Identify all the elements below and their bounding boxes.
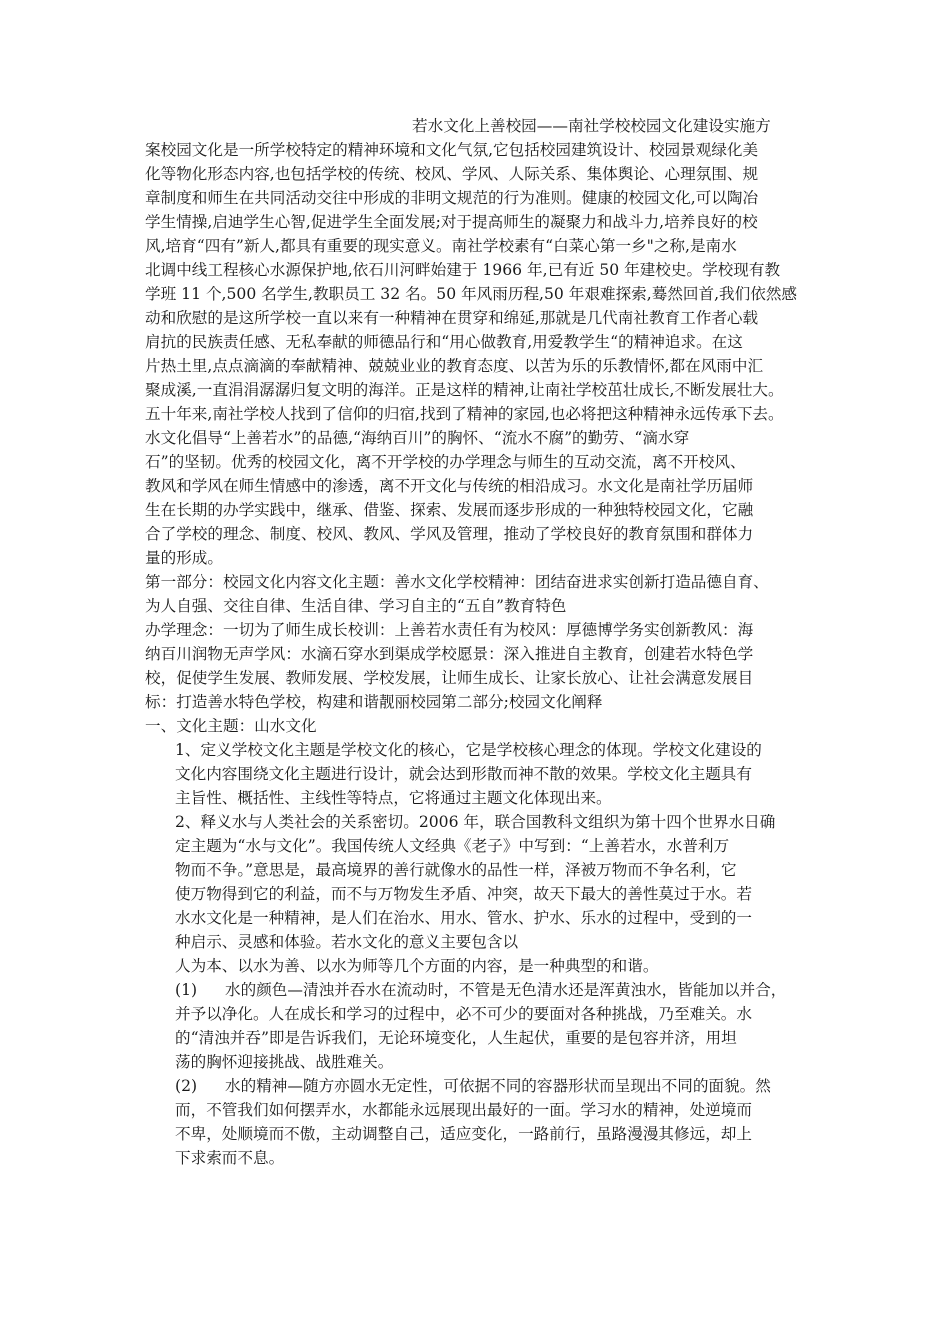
text-line: 为人自强、交往自律、生活自律、学习自主的“五自”教育特色 xyxy=(145,597,567,615)
text-line: 学生情操,启迪学生心智,促进学生全面发展;对于提高师生的凝聚力和战斗力,培养良好的校 xyxy=(145,213,758,231)
text-line: 主旨性、概括性、主线性等特点，它将通过主题文化体现出来。 xyxy=(175,789,612,807)
text-line: 动和欣慰的是这所学校一直以来有一种精神在贯穿和绵延,那就是几代南社教育工作者心载 xyxy=(145,309,759,327)
text-line: 校，促使学生发展、教师发展、学校发展，让师生成长、让家长放心、让社会满意发展目 xyxy=(145,669,754,687)
text-line: 文化内容围绕文化主题进行设计，就会达到形散而神不散的效果。学校文化主题具有 xyxy=(175,765,752,783)
text-line xyxy=(175,978,786,1002)
text-line: 第一部分：校园文化内容文化主题：善水文化学校精神：团结奋进求实创新打造品德自育、 xyxy=(145,573,769,591)
text-line: 北调中线工程核心水源保护地,依石川河畔始建于 1966 年,已有近 50 年建校史。学校现有教 xyxy=(145,261,781,279)
text-line: 并予以净化。人在成长和学习的过程中，必不可少的要面对各种挑战，乃至难关。水 xyxy=(175,1005,752,1023)
text-line: 量的形成。 xyxy=(145,549,223,567)
text-line: 教风和学风在师生情感中的渗透，离不开文化与传统的相沿成习。水文化是南社学历届师 xyxy=(145,477,754,495)
text-line xyxy=(175,1074,771,1098)
text-line: 使万物得到它的利益，而不与万物发生矛盾、冲突，故天下最大的善性莫过于水。若 xyxy=(175,885,752,903)
text-line: 学班 11 个,500 名学生,教职员工 32 名。50 年风雨历程,50 年艰难探索,蓦然回首,我们依然感 xyxy=(145,285,798,303)
text-line: 定主题为“水与文化”。我国传统人文经典《老子》中写到：“上善若水，水普利万 xyxy=(175,837,730,855)
text-line: 片热土里,点点滴滴的奉献精神、兢兢业业的教育态度、以苦为乐的乐教情怀,都在风雨中汇 xyxy=(145,357,764,375)
text-line: 五十年来,南社学校人找到了信仰的归宿,找到了精神的家园,也必将把这种精神永远传承下去。 xyxy=(145,405,784,423)
text-line: 人为本、以水为善、以水为师等几个方面的内容，是一种典型的和谐。 xyxy=(175,957,659,975)
text-line: 2、释义水与人类社会的关系密切。2006 年，联合国教科文组织为第十四个世界水日确 xyxy=(175,813,776,831)
text-line: 办学理念：一切为了师生成长校训：上善若水责任有为校风：厚德博学务实创新教风：海 xyxy=(145,621,754,639)
text-line: 1、定义学校文化主题是学校文化的核心，它是学校核心理念的体现。学校文化建设的 xyxy=(175,741,762,759)
text-line: 水文化倡导“上善若水”的品德,“海纳百川”的胸怀、“流水不腐”的勤劳、“滴水穿 xyxy=(145,429,690,447)
document-title: 若水文化上善校园——南社学校校园文化建设实施方 xyxy=(412,117,771,135)
text-line: 纳百川润物无声学风：水滴石穿水到渠成学校愿景：深入推进自主教育，创建若水特色学 xyxy=(145,645,754,663)
text-line: 化等物化形态内容,也包括学校的传统、校风、学风、人际关系、集体舆论、心理氛围、规 xyxy=(145,165,759,183)
text-line: 生在长期的办学实践中，继承、借鉴、探索、发展而逐步形成的一种独特校园文化，它融 xyxy=(145,501,754,519)
text-line: 合了学校的理念、制度、校风、教风、学风及管理，推动了学校良好的教育氛围和群体力 xyxy=(145,525,754,543)
text-line: 种启示、灵感和体验。若水文化的意义主要包含以 xyxy=(175,933,519,951)
text-line: 物而不争。”意思是，最高境界的善行就像水的品性一样，泽被万物而不争名利，它 xyxy=(175,861,737,879)
text-line: 章制度和师生在共同活动交往中形成的非明文规范的行为准则。健康的校园文化,可以陶冶 xyxy=(145,189,759,207)
text-line: 石”的坚韧。优秀的校园文化，离不开学校的办学理念与师生的互动交流，离不开校风、 xyxy=(145,453,746,471)
text-line: 的“清浊并吞”即是告诉我们，无论环境变化，人生起伏，重要的是包容并济，用坦 xyxy=(175,1029,737,1047)
text-line: 水水文化是一种精神，是人们在治水、用水、管水、护水、乐水的过程中，受到的一 xyxy=(175,909,752,927)
text-line: 荡的胸怀迎接挑战、战胜难关。 xyxy=(175,1053,394,1071)
list-number: (2) xyxy=(175,1077,198,1095)
text-line: 聚成溪,一直涓涓潺潺归复文明的海洋。正是这样的精神,让南社学校茁壮成长,不断发展壮大。 xyxy=(145,381,784,399)
text-line: 风,培育“四有”新人,都具有重要的现实意义。南社学校素有“白菜心第一乡"之称,是南水 xyxy=(145,237,737,255)
text-line: 肩抗的民族责任感、无私奉献的师德品行和“用心做教育,用爱教学生“的精神追求。在这 xyxy=(145,333,743,351)
section-heading: 一、文化主题：山水文化 xyxy=(145,717,317,735)
list-text: 水的精神—随方亦圆水无定性，可依据不同的容器形状而呈现出不同的面貌。然 xyxy=(225,1077,771,1095)
text-line: 不卑，处顺境而不傲，主动调整自己，适应变化，一路前行，虽路漫漫其修远，却上 xyxy=(175,1125,752,1143)
text-line: 标：打造善水特色学校，构建和谐靓丽校园第二部分;校园文化阐释 xyxy=(145,693,603,711)
text-line: 下求索而不息。 xyxy=(175,1149,285,1167)
text-line: 案校园文化是一所学校特定的精神环境和文化气氛,它包括校园建筑设计、校园景观绿化美 xyxy=(145,141,759,159)
list-text: 水的颜色—清浊并吞水在流动时，不管是无色清水还是浑黄浊水，皆能加以并合， xyxy=(225,981,787,999)
list-number: (1) xyxy=(175,981,198,999)
text-line: 而，不管我们如何摆弄水，水都能永远展现出最好的一面。学习水的精神，处逆境而 xyxy=(175,1101,752,1119)
